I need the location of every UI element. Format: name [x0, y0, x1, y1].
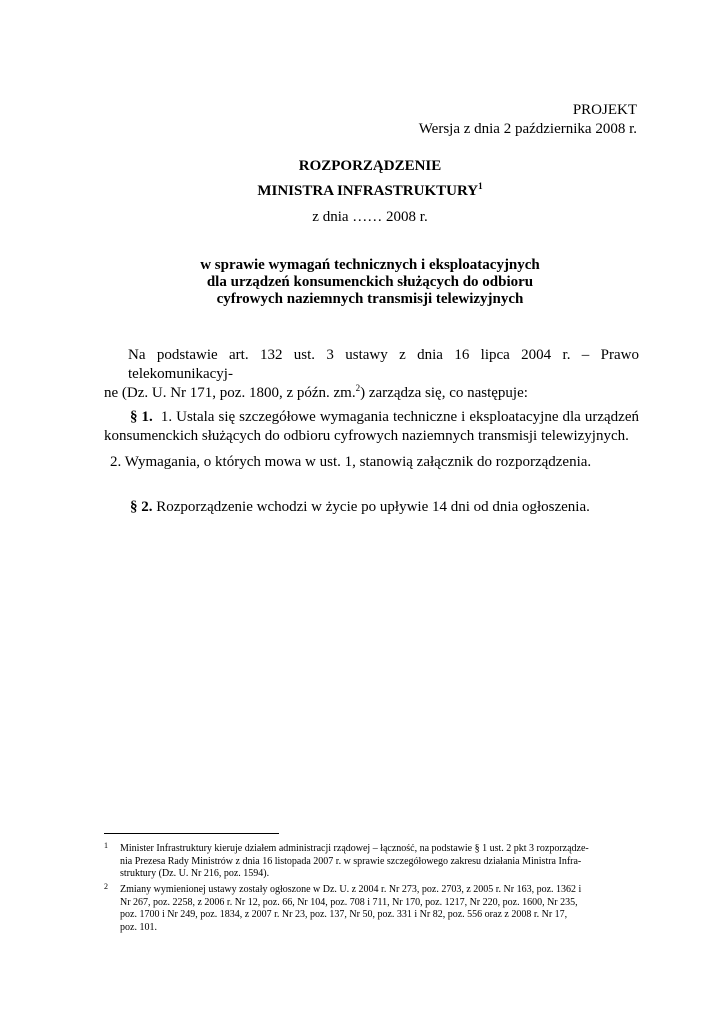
- footnote-2-line-3: poz. 1700 i Nr 249, poz. 1834, z 2007 r. Nr 23, poz. 137, Nr 50, poz. 331 i Nr 82, poz. 556 oraz z 2008 r. Nr 17,: [120, 909, 568, 920]
- section-2-mark: § 2.: [130, 499, 153, 515]
- footnote-ref-1: 1: [478, 181, 483, 191]
- footnote-2: [104, 884, 639, 934]
- section-1-point-2: 2. Wymagania, o których mowa w ust. 1, stanowią załącznik do rozporządzenia.: [110, 454, 592, 470]
- act-date: z dnia …… 2008 r.: [312, 209, 428, 225]
- draft-status: PROJEKT: [572, 102, 637, 118]
- section-1-line-1: [104, 408, 639, 427]
- footnote-1-number: 1: [104, 841, 108, 850]
- issuer-heading: [220, 182, 520, 200]
- footnote-1: [104, 843, 639, 881]
- footnote-1-line-3: struktury (Dz. U. Nr 216, poz. 1594).: [120, 868, 270, 879]
- preamble-line-2-text: ne (Dz. U. Nr 171, poz. 1800, z późn. zm.: [104, 385, 356, 401]
- preamble-paragraph: [104, 346, 639, 403]
- section-1-paragraph: [104, 408, 639, 446]
- footnote-1-line-1: Minister Infrastruktury kieruje działem administracji rządowej – łączność, na podstawie § 1 ust. 2 pkt 3 rozporządze-: [120, 843, 589, 854]
- subject-line-2: dla urządzeń konsumenckich służących do odbioru: [206, 274, 534, 290]
- act-type-heading: ROZPORZĄDZENIE: [298, 158, 442, 174]
- section-1-text-1: 1. Ustala się szczegółowe wymagania techniczne i eksploatacyjne dla urządzeń: [160, 409, 639, 425]
- footnote-ref-2: 2: [355, 383, 361, 393]
- preamble-line-2-end: ) zarządza się, co następuje:: [360, 385, 528, 401]
- preamble-line-2: [104, 384, 639, 403]
- footnote-1-line-2: nia Prezesa Rady Ministrów z dnia 16 listopada 2007 r. w sprawie szczegółowego zakresu działania Ministra Infra-: [120, 855, 582, 867]
- section-2-paragraph: [130, 498, 590, 516]
- section-2-text: Rozporządzenie wchodzi w życie po upływie 14 dni od dnia ogłoszenia.: [156, 499, 590, 515]
- footnote-2-line-1: Zmiany wymienionej ustawy zostały ogłoszone w Dz. U. z 2004 r. Nr 273, poz. 2703, z 2005 r. Nr 163, poz. 1362 i: [120, 884, 582, 895]
- section-1-mark: § 1.: [130, 409, 153, 425]
- footnote-2-number: 2: [104, 882, 108, 891]
- footnote-2-line-4: poz. 101.: [120, 921, 157, 933]
- section-1-line-2: konsumenckich służących do odbioru cyfrowych naziemnych transmisji telewizyjnych.: [104, 428, 629, 444]
- preamble-line-1: Na podstawie art. 132 ust. 3 ustawy z dnia 16 lipca 2004 r. – Prawo telekomunikacyj-: [128, 347, 639, 382]
- footnote-divider: [104, 833, 279, 834]
- issuer-name: MINISTRA INFRASTRUKTURY: [257, 183, 479, 199]
- subject-line-1: w sprawie wymagań technicznych i eksploatacyjnych: [200, 257, 540, 273]
- footnote-2-line-2: Nr 267, poz. 2258, z 2006 r. Nr 12, poz. 66, Nr 104, poz. 708 i 711, Nr 170, poz. 1217, Nr 220, poz. 1600, Nr 235,: [120, 896, 578, 908]
- version-date: Wersja z dnia 2 października 2008 r.: [418, 121, 637, 137]
- subject-line-3: cyfrowych naziemnych transmisji telewizyjnych: [216, 291, 524, 307]
